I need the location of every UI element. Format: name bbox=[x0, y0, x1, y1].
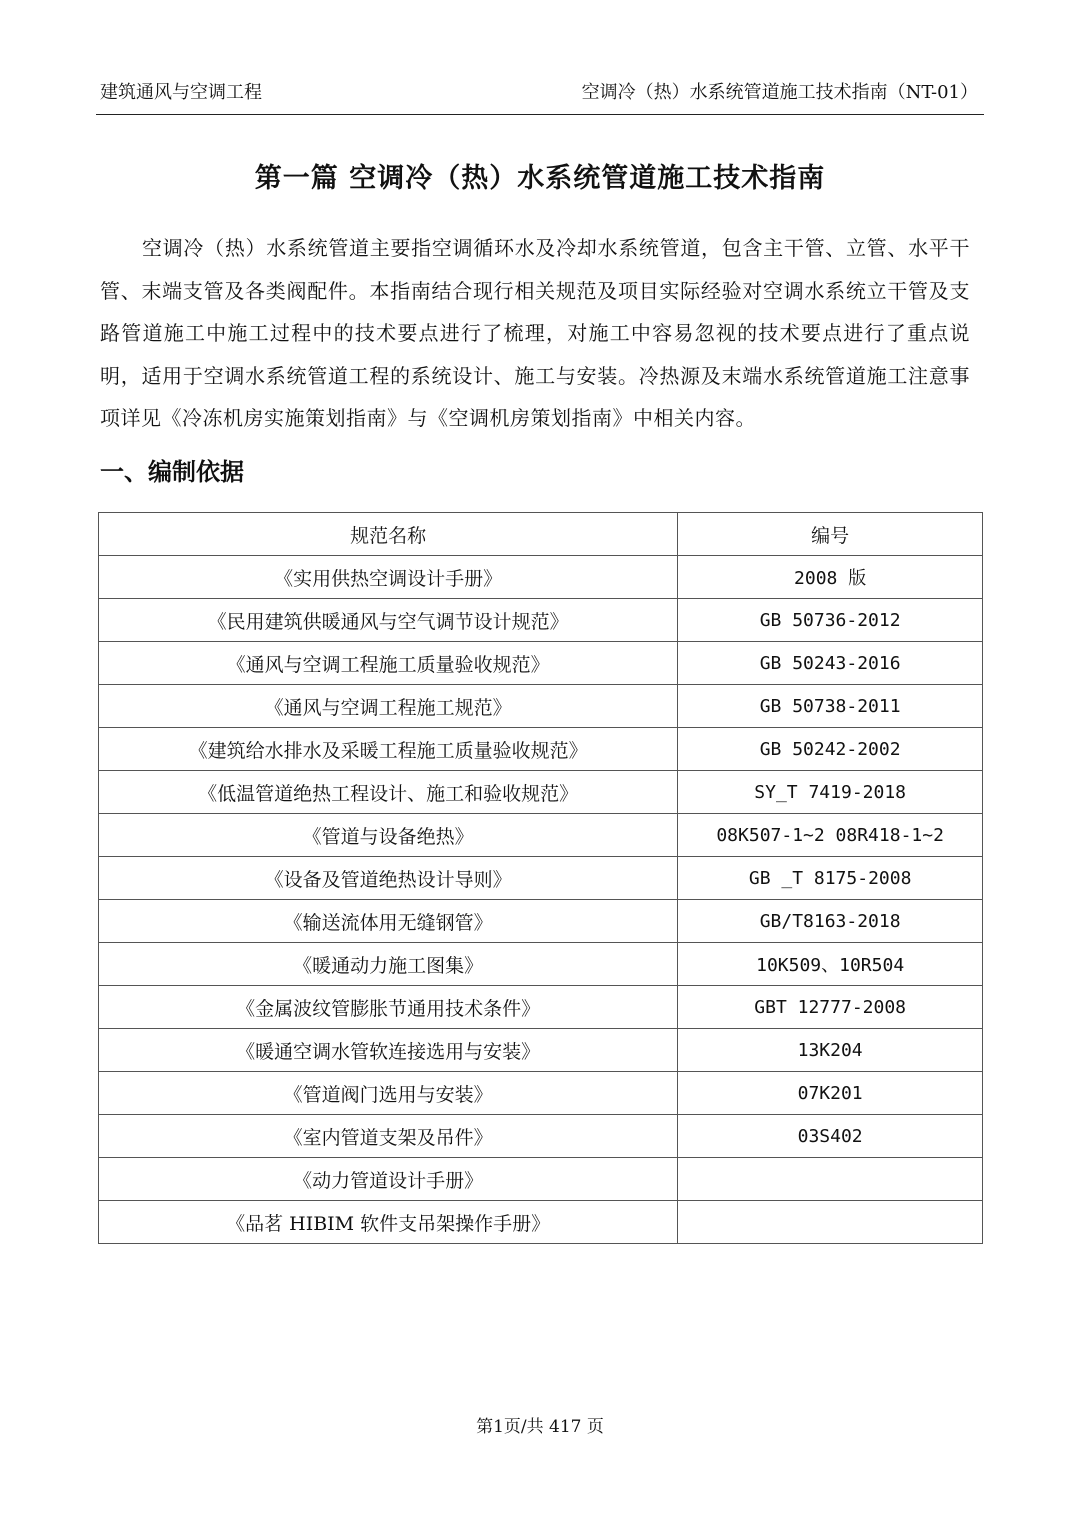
column-header-name: 规范名称 bbox=[99, 513, 678, 556]
table-row bbox=[99, 685, 983, 728]
standard-name-cell: 《设备及管道绝热设计导则》 bbox=[99, 857, 678, 900]
standard-code-cell bbox=[678, 1158, 983, 1201]
standard-name-cell: 《管道与设备绝热》 bbox=[99, 814, 678, 857]
standard-name-cell: 《低温管道绝热工程设计、施工和验收规范》 bbox=[99, 771, 678, 814]
table-row bbox=[99, 642, 983, 685]
page-footer: 第1页/共 417 页 bbox=[476, 1417, 604, 1437]
standard-code-cell bbox=[678, 1201, 983, 1244]
section-heading: 一、编制依据 bbox=[100, 457, 244, 486]
standard-code-cell: 08K507-1~2 08R418-1~2 bbox=[678, 814, 983, 857]
table-row bbox=[99, 814, 983, 857]
table-row bbox=[99, 1115, 983, 1158]
table-row bbox=[99, 771, 983, 814]
table-row bbox=[99, 900, 983, 943]
table-row bbox=[99, 1072, 983, 1115]
standard-code-cell: GB 50243-2016 bbox=[678, 642, 983, 685]
standard-name-cell: 《品茗 HIBIM 软件支吊架操作手册》 bbox=[99, 1201, 678, 1244]
standard-code-cell: GB 50242-2002 bbox=[678, 728, 983, 771]
table-header-row bbox=[99, 513, 983, 556]
standard-name-cell: 《暖通空调水管软连接选用与安装》 bbox=[99, 1029, 678, 1072]
standard-name-cell: 《暖通动力施工图集》 bbox=[99, 943, 678, 986]
standard-code-cell: GB/T8163-2018 bbox=[678, 900, 983, 943]
table-row bbox=[99, 986, 983, 1029]
standard-name-cell: 《通风与空调工程施工质量验收规范》 bbox=[99, 642, 678, 685]
header-left-text: 建筑通风与空调工程 bbox=[100, 82, 262, 103]
standard-name-cell: 《室内管道支架及吊件》 bbox=[99, 1115, 678, 1158]
standard-name-cell: 《通风与空调工程施工规范》 bbox=[99, 685, 678, 728]
table-row bbox=[99, 1201, 983, 1244]
standard-name-cell: 《实用供热空调设计手册》 bbox=[99, 556, 678, 599]
standard-name-cell: 《动力管道设计手册》 bbox=[99, 1158, 678, 1201]
table-row bbox=[99, 857, 983, 900]
header-right-text: 空调冷（热）水系统管道施工技术指南（NT-01） bbox=[581, 82, 978, 103]
document-title: 第一篇 空调冷（热）水系统管道施工技术指南 bbox=[254, 163, 826, 194]
table-row bbox=[99, 1158, 983, 1201]
column-header-code: 编号 bbox=[678, 513, 983, 556]
standard-code-cell: 2008 版 bbox=[678, 556, 983, 599]
standard-code-cell: 07K201 bbox=[678, 1072, 983, 1115]
table-body bbox=[99, 556, 983, 1244]
table-row bbox=[99, 556, 983, 599]
page-header bbox=[96, 78, 984, 115]
table-row bbox=[99, 599, 983, 642]
intro-paragraph: 空调冷（热）水系统管道主要指空调循环水及冷却水系统管道，包含主干管、立管、水平干管、末端支管及各类阀配件。本指南结合现行相关规范及项目实际经验对空调水系统立干管及支路管道施工中施工过程中的技术要点进行了梳理，对施工中容易忽视的技术要点进行了重点说明，适用于空调水系统管道工程的系统设计、施工与安装。冷热源及末端水系统管道施工注意事项详见《冷冻机房实施策划指南》与《空调机房策划指南》中相关内容。 bbox=[100, 236, 970, 430]
standard-code-cell: 13K204 bbox=[678, 1029, 983, 1072]
standard-name-cell: 《民用建筑供暖通风与空气调节设计规范》 bbox=[99, 599, 678, 642]
standard-code-cell: GB 50738-2011 bbox=[678, 685, 983, 728]
standard-code-cell: GB 50736-2012 bbox=[678, 599, 983, 642]
standard-code-cell: 03S402 bbox=[678, 1115, 983, 1158]
table-row bbox=[99, 943, 983, 986]
table-row bbox=[99, 1029, 983, 1072]
standard-name-cell: 《管道阀门选用与安装》 bbox=[99, 1072, 678, 1115]
standard-code-cell: SY_T 7419-2018 bbox=[678, 771, 983, 814]
standard-name-cell: 《建筑给水排水及采暖工程施工质量验收规范》 bbox=[99, 728, 678, 771]
standard-code-cell: GB _T 8175-2008 bbox=[678, 857, 983, 900]
standard-name-cell: 《金属波纹管膨胀节通用技术条件》 bbox=[99, 986, 678, 1029]
reference-table bbox=[98, 512, 983, 1244]
standard-code-cell: 10K509、10R504 bbox=[678, 943, 983, 986]
standard-name-cell: 《输送流体用无缝钢管》 bbox=[99, 900, 678, 943]
table-row bbox=[99, 728, 983, 771]
standard-code-cell: GBT 12777-2008 bbox=[678, 986, 983, 1029]
